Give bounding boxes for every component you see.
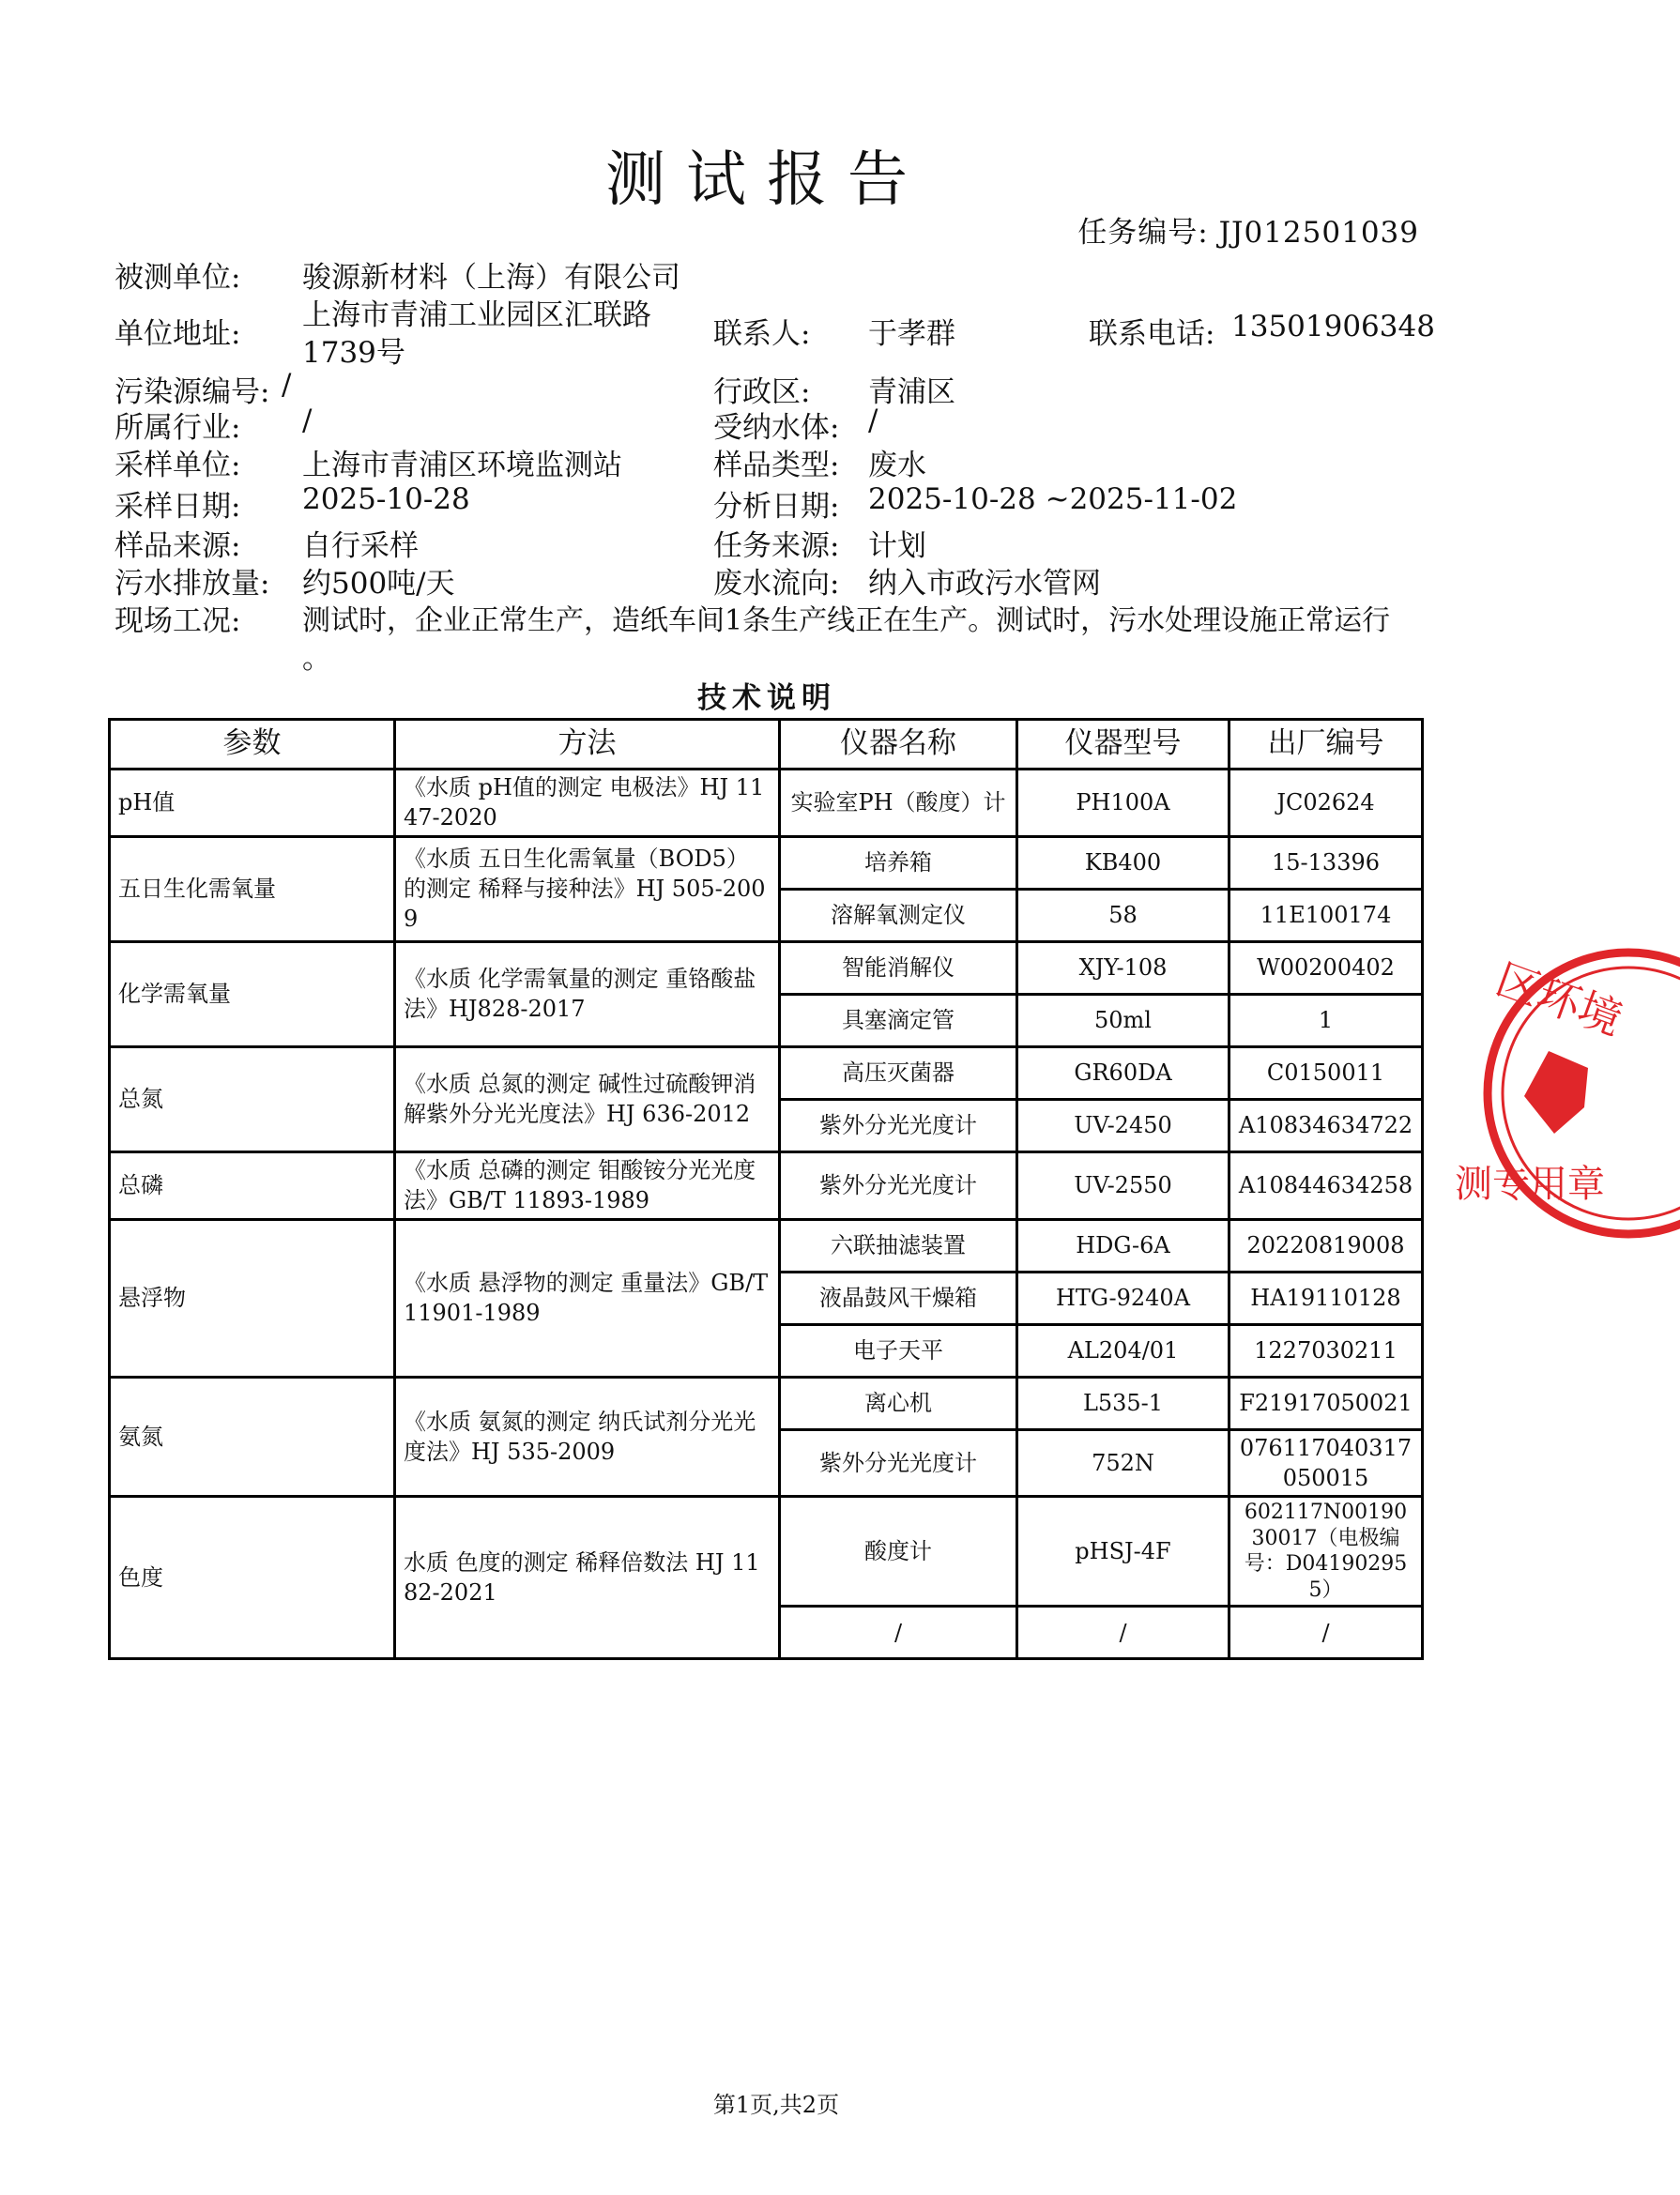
serial-number-cell: / — [1229, 1607, 1423, 1659]
serial-number-cell: 20220819008 — [1229, 1219, 1423, 1272]
serial-number-cell: A10834634722 — [1229, 1099, 1423, 1151]
instrument-model-cell: pHSJ-4F — [1017, 1497, 1229, 1607]
task-source-value: 计划 — [868, 529, 926, 563]
sample-source-value: 自行采样 — [302, 529, 419, 563]
method-cell: 《水质 悬浮物的测定 重量法》GB/T 11901-1989 — [395, 1219, 780, 1377]
seal-text-top: 区环境 — [1489, 953, 1629, 1045]
param-cell: pH值 — [110, 770, 395, 837]
discharge-value: 约500吨/天 — [302, 567, 455, 601]
sampling-date-label: 采样日期: — [115, 490, 241, 524]
instrument-name-cell: 六联抽滤装置 — [780, 1219, 1017, 1272]
serial-number-cell: W00200402 — [1229, 941, 1423, 994]
official-seal-stamp — [1455, 938, 1680, 1248]
header-method: 方法 — [395, 720, 780, 770]
analysis-date-label: 分析日期: — [713, 490, 840, 524]
method-cell: 《水质 氨氮的测定 纳氏试剂分光光度法》HJ 535-2009 — [395, 1377, 780, 1497]
phone-label: 联系电话: — [1089, 317, 1215, 351]
serial-number-cell: 076117040317050015 — [1229, 1429, 1423, 1497]
serial-number-cell: C0150011 — [1229, 1046, 1423, 1099]
unit-label: 被测单位: — [115, 261, 241, 295]
table-header-row — [110, 720, 1423, 770]
param-cell: 悬浮物 — [110, 1219, 395, 1377]
header-param: 参数 — [110, 720, 395, 770]
sample-type-value: 废水 — [868, 449, 926, 482]
header-serial-number: 出厂编号 — [1229, 720, 1423, 770]
report-title: 测试报告 — [605, 145, 928, 215]
instrument-model-cell: 58 — [1017, 889, 1229, 941]
contact-value: 于孝群 — [868, 317, 955, 351]
method-cell: 《水质 五日生化需氧量（BOD5）的测定 稀释与接种法》HJ 505-2009 — [395, 836, 780, 941]
serial-number-cell: JC02624 — [1229, 770, 1423, 837]
instrument-name-cell: 高压灭菌器 — [780, 1046, 1017, 1099]
instrument-model-cell: HTG-9240A — [1017, 1272, 1229, 1324]
serial-number-cell: HA19110128 — [1229, 1272, 1423, 1324]
table-row — [110, 836, 1423, 889]
task-number — [1077, 208, 1419, 251]
param-cell: 总磷 — [110, 1151, 395, 1219]
serial-number-cell: F21917050021 — [1229, 1377, 1423, 1429]
contact-label: 联系人: — [713, 317, 811, 351]
district-value: 青浦区 — [868, 375, 955, 409]
instrument-model-cell: GR60DA — [1017, 1046, 1229, 1099]
pollution-source-value: / — [282, 368, 292, 402]
table-row — [110, 1151, 1423, 1219]
flow-label: 废水流向: — [713, 567, 840, 601]
discharge-label: 污水排放量: — [115, 567, 270, 601]
seal-star-icon — [1524, 1051, 1588, 1134]
task-source-label: 任务来源: — [713, 529, 840, 563]
instrument-name-cell: 电子天平 — [780, 1324, 1017, 1377]
instrument-model-cell: 50ml — [1017, 994, 1229, 1046]
instrument-model-cell: AL204/01 — [1017, 1324, 1229, 1377]
site-label: 现场工况: — [115, 604, 241, 638]
table-row — [110, 1046, 1423, 1099]
task-number-value: JJ012501039 — [1218, 216, 1419, 250]
param-cell: 氨氮 — [110, 1377, 395, 1497]
sampling-unit-label: 采样单位: — [115, 449, 241, 482]
seal-text-bottom: 测专用章 — [1455, 1163, 1605, 1206]
sampling-unit-value: 上海市青浦区环境监测站 — [302, 449, 622, 482]
method-cell: 《水质 pH值的测定 电极法》HJ 1147-2020 — [395, 770, 780, 837]
serial-number-cell: 1227030211 — [1229, 1324, 1423, 1377]
page-footer: 第1页,共2页 — [712, 2092, 840, 2118]
instrument-name-cell: 智能消解仪 — [780, 941, 1017, 994]
tech-section-title: 技术说明 — [697, 681, 836, 715]
instrument-name-cell: 紫外分光光度计 — [780, 1099, 1017, 1151]
param-cell: 五日生化需氧量 — [110, 836, 395, 941]
flow-value: 纳入市政污水管网 — [868, 567, 1101, 601]
instrument-name-cell: 紫外分光光度计 — [780, 1429, 1017, 1497]
phone-value: 13501906348 — [1231, 310, 1435, 343]
method-cell: 《水质 总氮的测定 碱性过硫酸钾消解紫外分光光度法》HJ 636-2012 — [395, 1046, 780, 1151]
industry-label: 所属行业: — [115, 411, 241, 445]
instrument-model-cell: L535-1 — [1017, 1377, 1229, 1429]
serial-number-cell: 1 — [1229, 994, 1423, 1046]
header-instrument-name: 仪器名称 — [780, 720, 1017, 770]
serial-number-cell: 11E100174 — [1229, 889, 1423, 941]
task-number-label: 任务编号: — [1077, 216, 1209, 250]
instrument-model-cell: 752N — [1017, 1429, 1229, 1497]
header-instrument-model: 仪器型号 — [1017, 720, 1229, 770]
address-label: 单位地址: — [115, 317, 241, 351]
receiving-water-value: / — [868, 404, 878, 437]
instrument-name-cell: 离心机 — [780, 1377, 1017, 1429]
serial-number-cell: A10844634258 — [1229, 1151, 1423, 1219]
instrument-name-cell: 溶解氧测定仪 — [780, 889, 1017, 941]
industry-value: / — [302, 404, 313, 437]
serial-number-cell: 602117N0019030017（电极编号：D041902955） — [1229, 1497, 1423, 1607]
serial-number-cell: 15-13396 — [1229, 836, 1423, 889]
instrument-name-cell: 紫外分光光度计 — [780, 1151, 1017, 1219]
pollution-source-label: 污染源编号: — [115, 375, 270, 409]
table-row — [110, 770, 1423, 837]
instrument-model-cell: UV-2450 — [1017, 1099, 1229, 1151]
sample-source-label: 样品来源: — [115, 529, 241, 563]
address-value-line1: 上海市青浦工业园区汇联路 — [302, 298, 651, 332]
site-value-line2: 。 — [302, 642, 331, 676]
instrument-name-cell: / — [780, 1607, 1017, 1659]
table-row — [110, 1219, 1423, 1272]
instrument-name-cell: 实验室PH（酸度）计 — [780, 770, 1017, 837]
instrument-name-cell: 酸度计 — [780, 1497, 1017, 1607]
table-row — [110, 1377, 1423, 1429]
instrument-model-cell: / — [1017, 1607, 1229, 1659]
instrument-name-cell: 具塞滴定管 — [780, 994, 1017, 1046]
address-value-line2: 1739号 — [302, 336, 405, 370]
param-cell: 色度 — [110, 1497, 395, 1659]
method-cell: 《水质 化学需氧量的测定 重铬酸盐法》HJ828-2017 — [395, 941, 780, 1046]
unit-value: 骏源新材料（上海）有限公司 — [302, 261, 680, 295]
instrument-name-cell: 液晶鼓风干燥箱 — [780, 1272, 1017, 1324]
instrument-model-cell: XJY-108 — [1017, 941, 1229, 994]
instrument-model-cell: PH100A — [1017, 770, 1229, 837]
instrument-model-cell: UV-2550 — [1017, 1151, 1229, 1219]
tech-table — [108, 718, 1424, 1660]
receiving-water-label: 受纳水体: — [713, 411, 840, 445]
analysis-date-value: 2025-10-28 ~2025-11-02 — [868, 482, 1238, 516]
sample-type-label: 样品类型: — [713, 449, 840, 482]
param-cell: 化学需氧量 — [110, 941, 395, 1046]
method-cell: 水质 色度的测定 稀释倍数法 HJ 1182-2021 — [395, 1497, 780, 1659]
method-cell: 《水质 总磷的测定 钼酸铵分光光度法》GB/T 11893-1989 — [395, 1151, 780, 1219]
instrument-model-cell: KB400 — [1017, 836, 1229, 889]
table-row — [110, 1497, 1423, 1607]
site-value-line1: 测试时，企业正常生产，造纸车间1条生产线正在生产。测试时，污水处理设施正常运行 — [302, 604, 1391, 637]
instrument-name-cell: 培养箱 — [780, 836, 1017, 889]
instrument-model-cell: HDG-6A — [1017, 1219, 1229, 1272]
table-row — [110, 941, 1423, 994]
param-cell: 总氮 — [110, 1046, 395, 1151]
sampling-date-value: 2025-10-28 — [302, 482, 470, 516]
district-label: 行政区: — [713, 375, 811, 409]
